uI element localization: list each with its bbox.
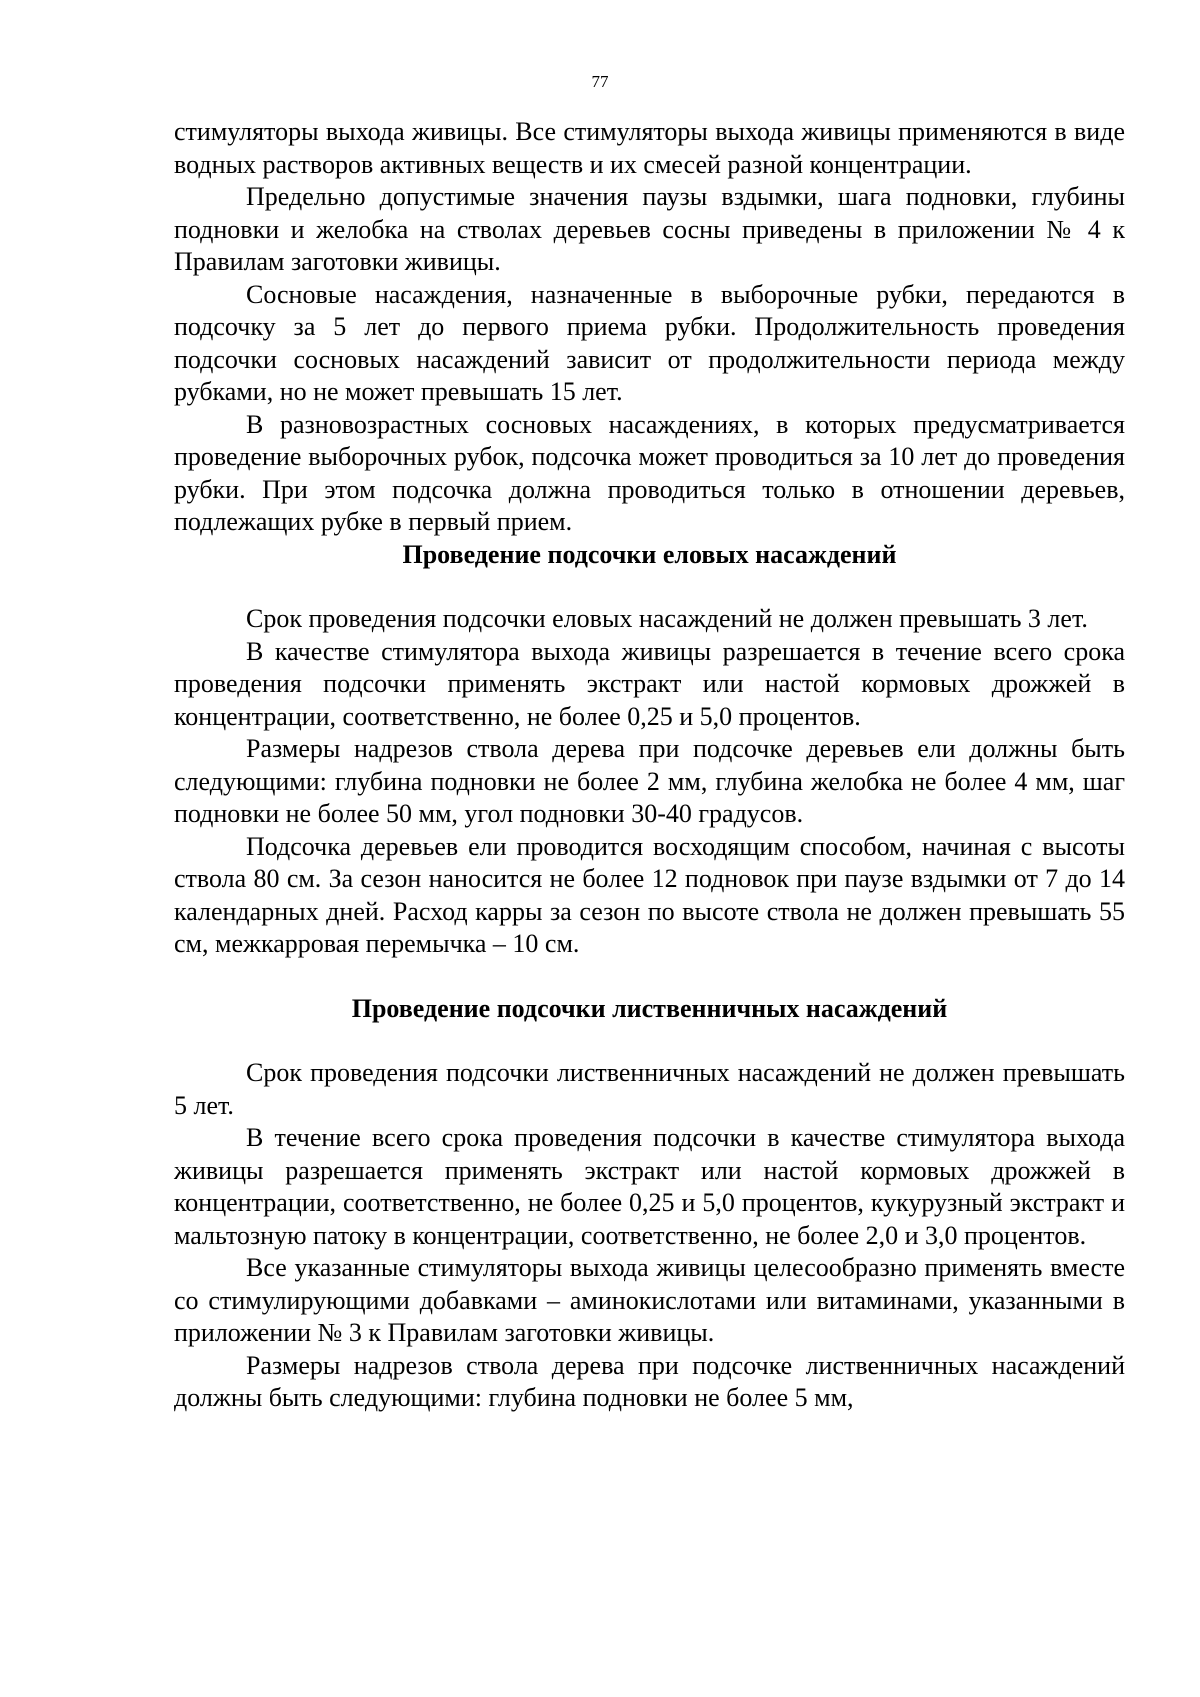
section-heading: Проведение подсочки лиственничных насаждений: [351, 993, 948, 1023]
paragraph: Размеры надрезов ствола дерева при подсочке лиственничных насаждений должны быть следующими: глубина подновки не более 5 мм,: [174, 1350, 1125, 1412]
paragraph: Все указанные стимуляторы выхода живицы целесообразно применять вместе со стимулирующими добавками – аминокислотами или витаминами, указанными в приложении № 3 к Правилам заготовки живицы.: [174, 1253, 1125, 1347]
paragraph: Подсочка деревьев ели проводится восходящим способом, начиная с высоты ствола 80 см. За сезон наносится не более 12 подновок при паузе вздымки от 7 до 14 календарных дней. Расход карры за сезон по высоте ствола не должен превышать 55 см, межкарровая перемычка – 10 см.: [174, 831, 1125, 958]
paragraph: В течение всего срока проведения подсочки в качестве стимулятора выхода живицы разрешается применять экстракт или настой кормовых дрожжей в концентрации, соответственно, не более 0,25 и 5,0 процентов, кукурузный экстракт и мальтозную патоку в концентрации, соответственно, не более 2,0 и 3,0 процентов.: [174, 1123, 1125, 1250]
paragraph: Сосновые насаждения, назначенные в выборочные рубки, передаются в подсочку за 5 лет до первого приема рубки. Продолжительность проведения подсочки сосновых насаждений зависит от продолжительности периода между рубками, но не может превышать 15 лет.: [174, 279, 1125, 406]
paragraph: стимуляторы выхода живицы. Все стимуляторы выхода живицы применяются в виде водных растворов активных веществ и их смесей разной концентрации.: [174, 117, 1125, 179]
section-heading: Проведение подсочки еловых насаждений: [402, 539, 897, 569]
page-number: 77: [591, 72, 609, 91]
paragraph: Предельно допустимые значения паузы вздымки, шага подновки, глубины подновки и желобка на стволах деревьев сосны приведены в приложении № 4 к Правилам заготовки живицы.: [174, 182, 1125, 276]
spacer: [174, 961, 1125, 993]
spacer: [174, 571, 1125, 603]
paragraph: В качестве стимулятора выхода живицы разрешается в течение всего срока проведения подсочки применять экстракт или настой кормовых дрожжей в концентрации, соответственно, не более 0,25 и 5,0 процентов.: [174, 636, 1125, 731]
paragraph: В разновозрастных сосновых насаждениях, в которых предусматривается проведение выборочных рубок, подсочка может проводиться за 10 лет до проведения рубки. При этом подсочка должна проводиться только в отношении деревьев, подлежащих рубке в первый прием.: [174, 409, 1125, 536]
document-body: [174, 116, 1125, 1415]
paragraph: Срок проведения подсочки еловых насаждений не должен превышать 3 лет.: [246, 604, 1088, 633]
paragraph: Размеры надрезов ствола дерева при подсочке деревьев ели должны быть следующими: глубина подновки не более 2 мм, глубина желобка не более 4 мм, шаг подновки не более 50 мм, угол подновки 30-40 градусов.: [174, 734, 1125, 828]
spacer: [174, 1025, 1125, 1057]
paragraph: Срок проведения подсочки лиственничных насаждений не должен превышать 5 лет.: [174, 1058, 1125, 1120]
